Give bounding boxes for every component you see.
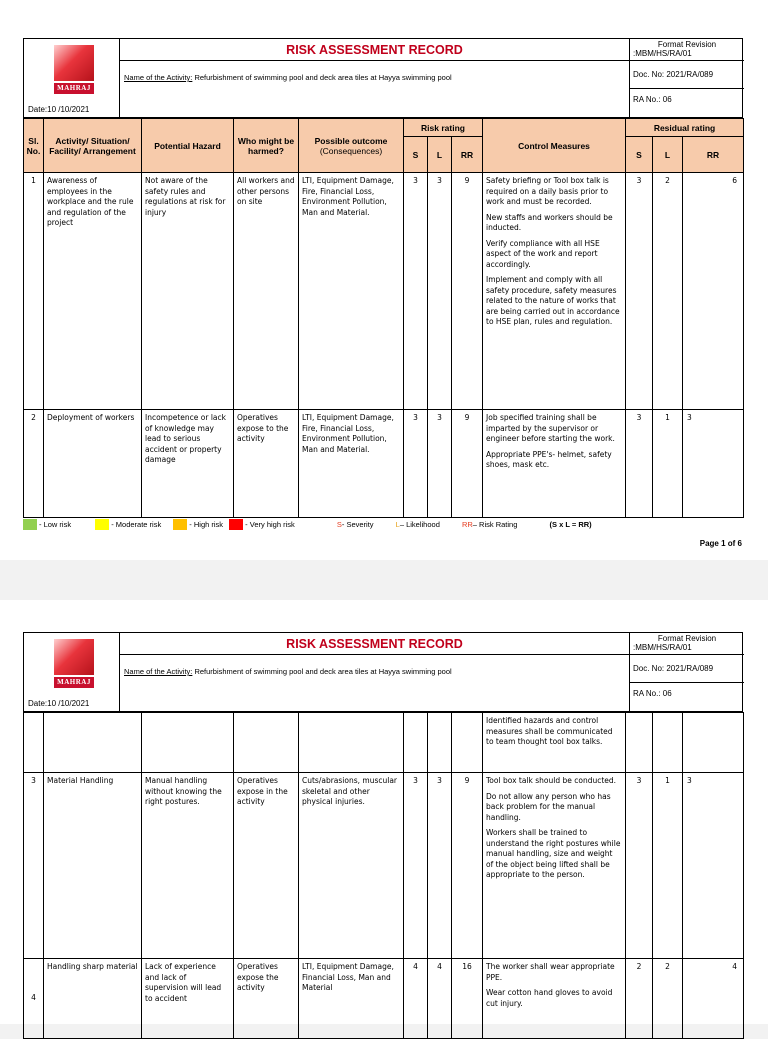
table-row <box>24 773 744 959</box>
col-outcome-sub: (Consequences) <box>319 145 383 156</box>
control-item: Implement and comply with all safety procedure, safety measures related to the nature of works that are being carried out in accordance to HSE plan, rules and regulation. <box>486 275 620 326</box>
control-item: New staffs and workers should be inducted. <box>486 212 613 232</box>
row-controls <box>483 173 626 410</box>
row-controls <box>483 410 626 518</box>
col-outcome <box>299 119 404 173</box>
logo-text: MAHRAJ <box>54 83 94 94</box>
activity-label: Name of the Activity: <box>124 667 193 676</box>
control-item: Verify compliance with all HSE aspect of the work and report accordingly. <box>486 238 600 269</box>
doc-number: Doc. No: 2021/RA/089 <box>630 61 744 89</box>
row-rr: 16 <box>452 959 483 1039</box>
col-s: S <box>404 137 428 173</box>
row-activity: Deployment of workers <box>44 410 142 518</box>
col-res-s: S <box>626 137 653 173</box>
row-rr: 9 <box>452 173 483 410</box>
row-res-rr: 6 <box>683 173 744 410</box>
row-who: Operatives expose in the activity <box>234 773 299 959</box>
row-l: 4 <box>428 959 452 1039</box>
format-revision-label: Format Revision <box>657 634 717 643</box>
row-res-l: 2 <box>653 173 683 410</box>
record-date: Date:10 /10/2021 <box>28 699 90 708</box>
row-res-rr: 4 <box>683 959 744 1039</box>
format-revision <box>630 633 744 655</box>
logo-text: MAHRAJ <box>54 677 94 688</box>
row-number: 2 <box>24 410 44 518</box>
format-code: :MBM/HS/RA/01 <box>633 49 692 58</box>
legend-rr-key: RR <box>461 520 473 529</box>
page-number: Page 1 of 6 <box>699 539 742 548</box>
table-row <box>24 410 744 518</box>
document-page-2 <box>0 600 768 1024</box>
logo-cell <box>24 39 120 119</box>
doc-number: Doc. No: 2021/RA/089 <box>630 655 744 683</box>
col-outcome-label: Possible outcome <box>314 135 388 146</box>
col-activity: Activity/ Situation/ Facility/ Arrangement <box>44 119 142 173</box>
row-hazard: Incompetence or lack of knowledge may lead to serious accident or property damage <box>142 410 234 518</box>
control-item: Wear cotton hand gloves to avoid cut injury. <box>486 988 613 1008</box>
legend-s-key: S <box>336 520 342 529</box>
row-s: 3 <box>404 773 428 959</box>
record-header <box>23 38 743 118</box>
col-rr: RR <box>452 137 483 173</box>
row-outcome: LTI, Equipment Damage, Fire, Financial Loss, Environment Pollution, Man and Material. <box>299 410 404 518</box>
row-hazard: Not aware of the safety rules and regulations at risk for injury <box>142 173 234 410</box>
row-res-l: 1 <box>653 410 683 518</box>
format-code: :MBM/HS/RA/01 <box>633 643 692 652</box>
row-rr: 9 <box>452 773 483 959</box>
logo-cell <box>24 633 120 713</box>
row-who: Operatives expose to the activity <box>234 410 299 518</box>
legend-moderate: - Moderate risk <box>111 520 162 529</box>
col-l: L <box>428 137 452 173</box>
company-logo <box>54 45 94 95</box>
row-s: 4 <box>404 959 428 1039</box>
control-item: Do not allow any person who has back problem for the manual handling. <box>486 791 611 822</box>
activity-label: Name of the Activity: <box>124 73 193 82</box>
row-rr: 9 <box>452 410 483 518</box>
table-row-continued <box>24 713 744 773</box>
col-residual: Residual rating <box>626 119 744 137</box>
table-row <box>24 959 744 1039</box>
row-number: 3 <box>24 773 44 959</box>
legend-l-key: L <box>395 520 400 529</box>
format-revision <box>630 39 744 61</box>
row-res-s: 3 <box>626 410 653 518</box>
low-risk-swatch <box>23 519 37 530</box>
col-res-l: L <box>653 137 683 173</box>
control-item: Appropriate PPE's- helmet, safety shoes, mask etc. <box>486 449 612 469</box>
row-controls <box>483 959 626 1039</box>
col-hazard: Potential Hazard <box>142 119 234 173</box>
row-res-s: 2 <box>626 959 653 1039</box>
col-risk-rating: Risk rating <box>404 119 483 137</box>
activity-name <box>120 655 630 713</box>
risk-table-page-1 <box>23 118 744 518</box>
legend-l-text: – Likelihood <box>399 520 440 529</box>
row-activity: Material Handling <box>44 773 142 959</box>
col-res-rr: RR <box>683 137 744 173</box>
row-l: 3 <box>428 410 452 518</box>
legend-rr-text: – Risk Rating <box>472 520 518 529</box>
row-outcome: Cuts/abrasions, muscular skeletal and other physical injuries. <box>299 773 404 959</box>
activity-value: Refurbishment of swimming pool and deck area tiles at Hayya swimming pool <box>192 667 452 676</box>
doc-meta <box>630 633 744 713</box>
row-res-s: 3 <box>626 773 653 959</box>
row-res-rr: 3 <box>683 773 744 959</box>
col-who: Who might be harmed? <box>234 119 299 173</box>
row-who: All workers and other persons on site <box>234 173 299 410</box>
table-row <box>24 173 744 410</box>
row-activity: Handling sharp material <box>44 959 142 1039</box>
legend-high: - High risk <box>189 520 224 529</box>
legend-formula: (S x L = RR) <box>549 520 592 529</box>
row-controls <box>483 773 626 959</box>
ra-number: RA No.: 06 <box>633 95 672 104</box>
row-l: 3 <box>428 173 452 410</box>
row-number: 1 <box>24 173 44 410</box>
row-res-s: 3 <box>626 173 653 410</box>
risk-legend <box>23 519 743 533</box>
row-outcome: LTI, Equipment Damage, Fire, Financial Loss, Environment Pollution, Man and Material. <box>299 173 404 410</box>
row-hazard: Manual handling without knowing the right postures. <box>142 773 234 959</box>
legend-s-text: - Severity <box>341 520 374 529</box>
row-activity: Awareness of employees in the workplace and the rule and regulation of the project <box>44 173 142 410</box>
activity-name <box>120 61 630 119</box>
row-res-rr: 3 <box>683 410 744 518</box>
ra-number: RA No.: 06 <box>633 689 672 698</box>
row-l: 3 <box>428 773 452 959</box>
record-date: Date:10 /10/2021 <box>28 105 90 114</box>
col-control: Control Measures <box>483 119 626 173</box>
col-sl: Sl. No. <box>24 119 44 173</box>
record-title: RISK ASSESSMENT RECORD <box>120 39 630 61</box>
risk-table-page-2 <box>23 712 744 1039</box>
control-item: Workers shall be trained to understand the right postures while manual handling, size and weight of the object being lifted shall be appropriate to the person. <box>486 828 621 879</box>
row-who: Operatives expose the activity <box>234 959 299 1039</box>
row-controls <box>483 713 626 773</box>
row-number: 4 <box>24 959 44 1039</box>
activity-value: Refurbishment of swimming pool and deck area tiles at Hayya swimming pool <box>192 73 452 82</box>
logo-mark <box>54 45 94 81</box>
row-res-l: 2 <box>653 959 683 1039</box>
row-s: 3 <box>404 410 428 518</box>
company-logo <box>54 639 94 689</box>
row-res-l: 1 <box>653 773 683 959</box>
header-row-1 <box>24 119 744 137</box>
doc-meta <box>630 39 744 119</box>
legend-very-high: - Very high risk <box>245 520 295 529</box>
high-risk-swatch <box>173 519 187 530</box>
control-item: Job specified training shall be imparted by the supervisor or engineer before starting the work. <box>486 413 615 443</box>
control-item: Identified hazards and control measures shall be communicated to team thought tool box talks. <box>486 716 613 746</box>
record-header <box>23 632 743 712</box>
row-hazard: Lack of experience and lack of supervision will lead to accident <box>142 959 234 1039</box>
control-item: The worker shall wear appropriate PPE. <box>486 962 615 982</box>
legend-low: - Low risk <box>39 520 72 529</box>
control-item: Tool box talk should be conducted. <box>486 776 617 785</box>
logo-mark <box>54 639 94 675</box>
very-high-risk-swatch <box>229 519 243 530</box>
format-revision-label: Format Revision <box>657 40 717 49</box>
row-outcome: LTI, Equipment Damage, Financial Loss, Man and Material <box>299 959 404 1039</box>
control-item: Safety briefing or Tool box talk is required on a daily basis prior to work and must be recorded. <box>486 176 609 206</box>
moderate-risk-swatch <box>95 519 109 530</box>
record-title: RISK ASSESSMENT RECORD <box>120 633 630 655</box>
row-s: 3 <box>404 173 428 410</box>
